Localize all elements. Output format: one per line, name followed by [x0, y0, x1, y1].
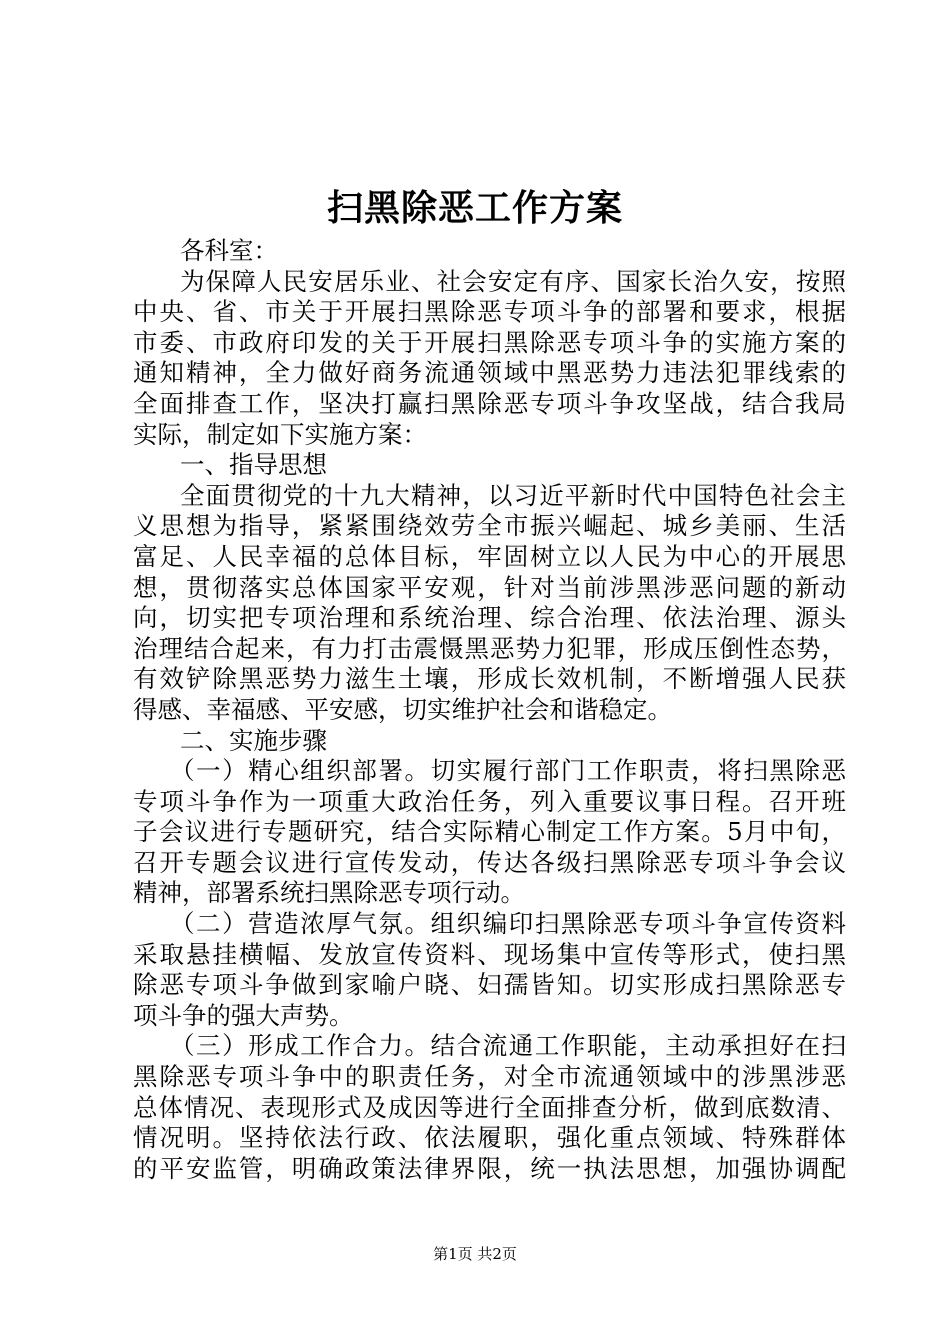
text-line: 总体情况、表现形式及成因等进行全面排查分析，做到底数清、 — [133, 1092, 846, 1122]
text-line: 召开专题会议进行宣传发动，传达各级扫黑除恶专项斗争会议 — [133, 847, 846, 877]
text-line: 精神，部署系统扫黑除恶专项行动。 — [133, 878, 525, 908]
text-line: 情况明。坚持依法行政、依法履职，强化重点领域、特殊群体 — [133, 1123, 846, 1153]
text-line: 项斗争的强大声势。 — [133, 1000, 354, 1030]
text-line: 得感、幸福感、平安感，切实维护社会和谐稳定。 — [133, 694, 672, 724]
subsection-line: （三）形成工作合力。结合流通工作职能，主动承担好在扫 — [170, 1031, 846, 1061]
section-heading: 一、指导思想 — [180, 450, 327, 480]
text-line: 为保障人民安居乐业、社会安定有序、国家长治久安，按照 — [180, 266, 846, 296]
text-line: 通知精神，全力做好商务流通领域中黑恶势力违法犯罪线索的 — [133, 358, 846, 388]
subsection-line: （一）精心组织部署。切实履行部门工作职责，将扫黑除恶 — [170, 756, 846, 786]
text-line: 全面排查工作，坚决打赢扫黑除恶专项斗争攻坚战，结合我局 — [133, 388, 846, 418]
text-line: 想，贯彻落实总体国家平安观，针对当前涉黑涉恶问题的新动 — [133, 572, 846, 602]
text-line: 专项斗争作为一项重大政治任务，列入重要议事日程。召开班 — [133, 786, 846, 816]
text-line: 市委、市政府印发的关于开展扫黑除恶专项斗争的实施方案的 — [133, 327, 846, 357]
text-line: 义思想为指导，紧紧围绕效劳全市振兴崛起、城乡美丽、生活 — [133, 511, 846, 541]
text-line: 采取悬挂横幅、发放宣传资料、现场集中宣传等形式，使扫黑 — [133, 939, 846, 969]
text-line: 富足、人民幸福的总体目标，牢固树立以人民为中心的开展思 — [133, 541, 846, 571]
section-heading: 二、实施步骤 — [180, 725, 327, 755]
salutation: 各科室： — [180, 236, 278, 265]
text-line: 全面贯彻党的十九大精神，以习近平新时代中国特色社会主 — [180, 480, 846, 510]
text-line: 实际，制定如下实施方案： — [133, 419, 427, 449]
text-line: 中央、省、市关于开展扫黑除恶专项斗争的部署和要求，根据 — [133, 297, 846, 327]
text-line: 除恶专项斗争做到家喻户晓、妇孺皆知。切实形成扫黑除恶专 — [133, 970, 846, 1000]
text-line: 有效铲除黑恶势力滋生土壤，形成长效机制，不断增强人民获 — [133, 664, 846, 694]
text-line: 黑除恶专项斗争中的职责任务，对全市流通领域中的涉黑涉恶 — [133, 1062, 846, 1092]
text-line: 治理结合起来，有力打击震慑黑恶势力犯罪，形成压倒性态势， — [133, 633, 846, 663]
text-line: 的平安监管，明确政策法律界限，统一执法思想，加强协调配 — [133, 1153, 846, 1183]
text-line: 向，切实把专项治理和系统治理、综合治理、依法治理、源头 — [133, 603, 846, 633]
text-line: 子会议进行专题研究，结合实际精心制定工作方案。5月中旬， — [133, 817, 846, 847]
document-title: 扫黑除恶工作方案 — [326, 187, 623, 229]
document-body — [133, 236, 846, 1184]
subsection-line: （二）营造浓厚气氛。组织编印扫黑除恶专项斗争宣传资料 — [170, 909, 846, 939]
page-number: 第1页 共2页 — [433, 1245, 517, 1263]
